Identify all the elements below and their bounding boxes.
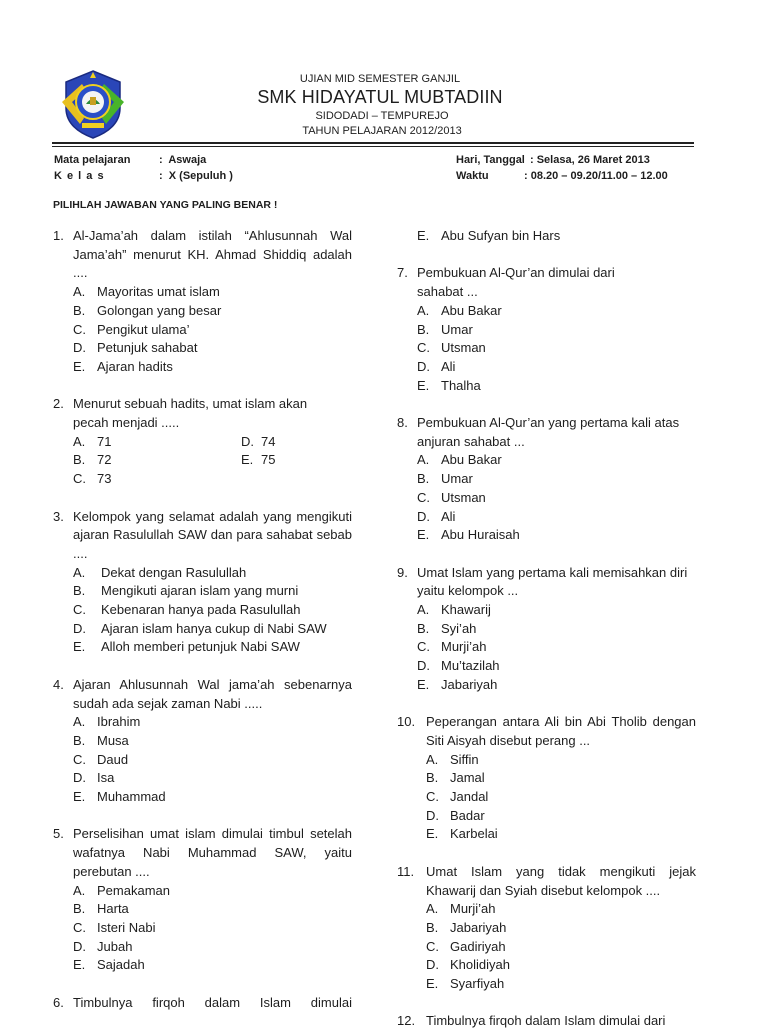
left-column xyxy=(53,227,352,1012)
question-text: Umat Islam yang tidak mengikuti jejak Khawarij dan Syiah disebut kelompok .... xyxy=(426,863,696,898)
question-number: 6. xyxy=(53,994,64,1010)
date-label: Hari, Tanggal xyxy=(456,154,525,166)
option[interactable]: A. Ibrahim xyxy=(73,714,141,730)
option[interactable]: B. Umar xyxy=(417,321,473,337)
question-number: 7. xyxy=(397,265,408,281)
option[interactable]: E. Alloh memberi petunjuk Nabi SAW xyxy=(73,639,300,655)
option[interactable]: A. 71 xyxy=(73,433,112,449)
option[interactable]: D. 74 xyxy=(241,433,276,449)
option[interactable]: B. Umar xyxy=(417,471,473,487)
option[interactable]: E. Karbelai xyxy=(426,826,498,842)
option[interactable]: B. 72 xyxy=(73,452,112,468)
option[interactable]: B. Harta xyxy=(73,901,129,917)
option[interactable]: B. Mengikuti ajaran islam yang murni xyxy=(73,583,299,599)
question-3 xyxy=(53,508,352,564)
date-value: : Selasa, 26 Maret 2013 xyxy=(530,154,650,166)
header-rule-thick xyxy=(52,142,694,144)
question-9 xyxy=(397,564,697,601)
subject-label: Mata pelajaran xyxy=(54,154,131,166)
option[interactable]: E. Thalha xyxy=(417,377,481,393)
option[interactable]: E. 75 xyxy=(241,452,276,468)
option[interactable]: C. Daud xyxy=(73,751,129,767)
option[interactable]: D. Ali xyxy=(417,358,456,374)
option[interactable]: C. Murji’ah xyxy=(417,639,487,655)
option[interactable]: B. Jabariyah xyxy=(426,919,507,935)
option[interactable]: A. Dekat dengan Rasulullah xyxy=(73,564,247,580)
option[interactable]: A. Murji’ah xyxy=(426,901,496,917)
option[interactable]: D. Petunjuk sahabat xyxy=(73,340,198,356)
class-label: K e l a s xyxy=(54,170,105,182)
question-text: Umat Islam yang pertama kali memisahkan diri yaitu kelompok ... xyxy=(417,564,688,599)
right-column xyxy=(397,227,697,1031)
option[interactable]: E. Sajadah xyxy=(73,957,145,973)
question-8 xyxy=(397,414,697,451)
question-number: 5. xyxy=(53,826,64,842)
option[interactable]: C. 73 xyxy=(73,471,112,487)
option[interactable]: D. Ajaran islam hanya cukup di Nabi SAW xyxy=(73,620,327,636)
question-12 xyxy=(397,1012,697,1031)
question-number: 4. xyxy=(53,676,64,692)
question-number: 11. xyxy=(397,863,415,879)
subject-value: : Aswaja xyxy=(159,154,207,166)
question-7 xyxy=(397,264,697,301)
question-2 xyxy=(53,395,352,432)
option[interactable]: C. Kebenaran hanya pada Rasulullah xyxy=(73,602,301,618)
option[interactable]: D. Jubah xyxy=(73,938,133,954)
option[interactable]: C. Pengikut ulama’ xyxy=(73,321,190,337)
academic-year: TAHUN PELAJARAN 2012/2013 xyxy=(302,125,462,137)
question-number: 2. xyxy=(53,396,64,412)
question-text: Timbulnya firqoh dalam Islam dimulai xyxy=(73,994,352,1010)
header-rule-thin xyxy=(52,146,694,147)
option[interactable]: A. Pemakaman xyxy=(73,882,170,898)
option[interactable]: E. Syarfiyah xyxy=(426,976,505,992)
question-text: Menurut sebuah hadits, umat islam akan pecah menjadi ..... xyxy=(73,396,308,431)
question-text: Peperangan antara Ali bin Abi Tholib dengan Siti Aisyah disebut perang ... xyxy=(426,714,696,748)
option[interactable]: A. Mayoritas umat islam xyxy=(73,284,220,300)
question-number: 12. xyxy=(397,1013,416,1029)
question-text: Al-Jama’ah dalam istilah “Ahlusunnah Wal Jama’ah” menurut KH. Ahmad Shiddiq adalah .... xyxy=(73,228,352,281)
question-10 xyxy=(397,713,697,750)
class-value: : X (Sepuluh ) xyxy=(159,170,233,182)
option[interactable]: E. Muhammad xyxy=(73,789,166,805)
option[interactable]: E. Ajaran hadits xyxy=(73,358,173,374)
question-4 xyxy=(53,676,352,713)
option[interactable]: D. Isa xyxy=(73,770,115,786)
option[interactable]: A. Siffin xyxy=(426,751,479,767)
question-1 xyxy=(53,227,352,283)
question-text: Pembukuan Al-Qur’an yang pertama kali atas anjuran sahabat ... xyxy=(417,415,680,449)
option[interactable]: E. Abu Huraisah xyxy=(417,527,520,543)
option[interactable]: C. Utsman xyxy=(417,489,486,505)
question-11 xyxy=(397,863,697,900)
time-value: : 08.20 – 09.20/11.00 – 12.00 xyxy=(524,170,668,182)
option[interactable]: E. Jabariyah xyxy=(417,676,498,692)
option[interactable]: C. Isteri Nabi xyxy=(73,919,156,935)
option[interactable]: A. Khawarij xyxy=(417,602,491,618)
option[interactable]: D. Ali xyxy=(417,508,456,524)
question-number: 1. xyxy=(53,228,64,243)
instruction: PILIHLAH JAWABAN YANG PALING BENAR ! xyxy=(53,199,278,211)
option[interactable]: D. Badar xyxy=(426,807,485,823)
option[interactable]: D. Kholidiyah xyxy=(426,957,510,973)
question-6 xyxy=(53,994,352,1013)
option[interactable]: A. Abu Bakar xyxy=(417,452,502,468)
option[interactable]: B. Syi’ah xyxy=(417,620,477,636)
question-number: 3. xyxy=(53,508,64,524)
question-text: Perselisihan umat islam dimulai timbul setelah wafatnya Nabi Muhammad SAW, yaitu perebutan .... xyxy=(73,826,352,879)
question-text: Kelompok yang selamat adalah yang mengikuti ajaran Rasulullah SAW dan para sahabat sebab .... xyxy=(73,508,352,561)
question-number: 10. xyxy=(397,714,416,730)
question-5 xyxy=(53,825,352,881)
time-label: Waktu xyxy=(456,170,489,182)
question-text: Pembukuan Al-Qur’an dimulai dari sahabat ... xyxy=(417,265,615,300)
option[interactable]: E. Abu Sufyan bin Hars xyxy=(417,228,561,243)
option[interactable]: B. Musa xyxy=(73,732,129,748)
option[interactable]: B. Golongan yang besar xyxy=(73,302,222,318)
question-text: Ajaran Ahlusunnah Wal jama’ah sebenarnya sudah ada sejak zaman Nabi ..... xyxy=(73,676,352,711)
option[interactable]: C. Jandal xyxy=(426,789,489,805)
option[interactable]: C. Utsman xyxy=(417,340,486,356)
option[interactable]: D. Mu’tazilah xyxy=(417,658,500,674)
option[interactable]: B. Jamal xyxy=(426,770,485,786)
school-location: SIDODADI – TEMPUREJO xyxy=(315,110,449,122)
exam-title: UJIAN MID SEMESTER GANJIL xyxy=(299,73,461,85)
question-number: 9. xyxy=(397,564,408,580)
school-name: SMK HIDAYATUL MUBTADIIN xyxy=(257,87,503,107)
question-number: 8. xyxy=(397,415,408,430)
question-text: Timbulnya firqoh dalam Islam dimulai dari xyxy=(426,1013,666,1029)
option[interactable]: A. Abu Bakar xyxy=(417,302,502,318)
option[interactable]: C. Gadiriyah xyxy=(426,938,506,954)
